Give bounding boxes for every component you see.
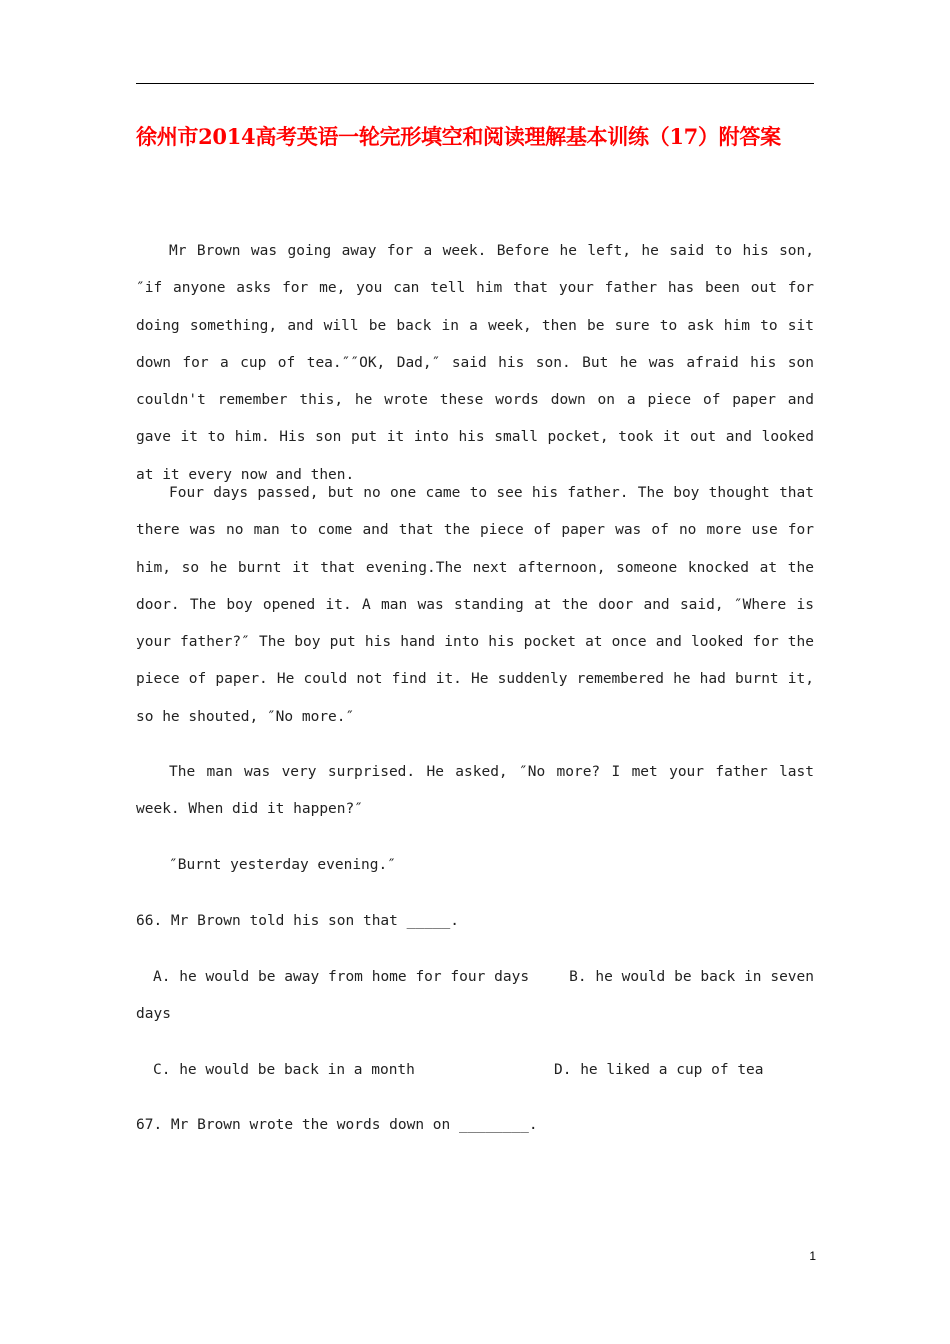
question-66-option-c: C. he would be back in a month xyxy=(153,1062,415,1078)
paragraph-1: Mr Brown was going away for a week. Before he left, he said to his son, ″if anyone asks for me, you can tell him that your father has been out for doing something, and will be back in a week, then be sure to ask him to sit down for a cup of tea.″″OK, Dad,″ said his son. But he was afraid his son couldn't remember this, he wrote these words down on a piece of paper and gave it to him. His son put it into his small pocket, took it out and looked at it every now and then. xyxy=(136,243,814,483)
question-66-options-ab xyxy=(136,959,814,1034)
question-66-option-b: B. he would be back in seven days xyxy=(136,969,814,1023)
question-66-option-d: D. he liked a cup of tea xyxy=(554,1062,764,1078)
document-title: 徐州市2014高考英语一轮完形填空和阅读理解基本训练（17）附答案 xyxy=(136,124,781,149)
question-66-stem: 66. Mr Brown told his son that _____. xyxy=(136,913,460,929)
question-67-stem: 67. Mr Brown wrote the words down on ________. xyxy=(136,1117,538,1133)
question-66-options-cd xyxy=(136,1052,814,1089)
paragraph-3: The man was very surprised. He asked, ″No more? I met your father last week. When did it happen?″ xyxy=(136,764,814,818)
paragraph-2: Four days passed, but no one came to see his father. The boy thought that there was no man to come and that the piece of paper was of no more use for him, so he burnt it that evening.The next afternoon, someone knocked at the door. The boy opened it. A man was standing at the door and said, ″Where is your father?″ The boy put his hand into his pocket at once and looked for the piece of paper. He could not find it. He suddenly remembered he had burnt it, so he shouted, ″No more.″ xyxy=(136,485,814,725)
question-66-option-a: A. he would be away from home for four days xyxy=(153,969,530,985)
header-rule xyxy=(136,83,814,84)
page-number: 1 xyxy=(809,1249,816,1263)
paragraph-4: ″Burnt yesterday evening.″ xyxy=(169,857,396,873)
